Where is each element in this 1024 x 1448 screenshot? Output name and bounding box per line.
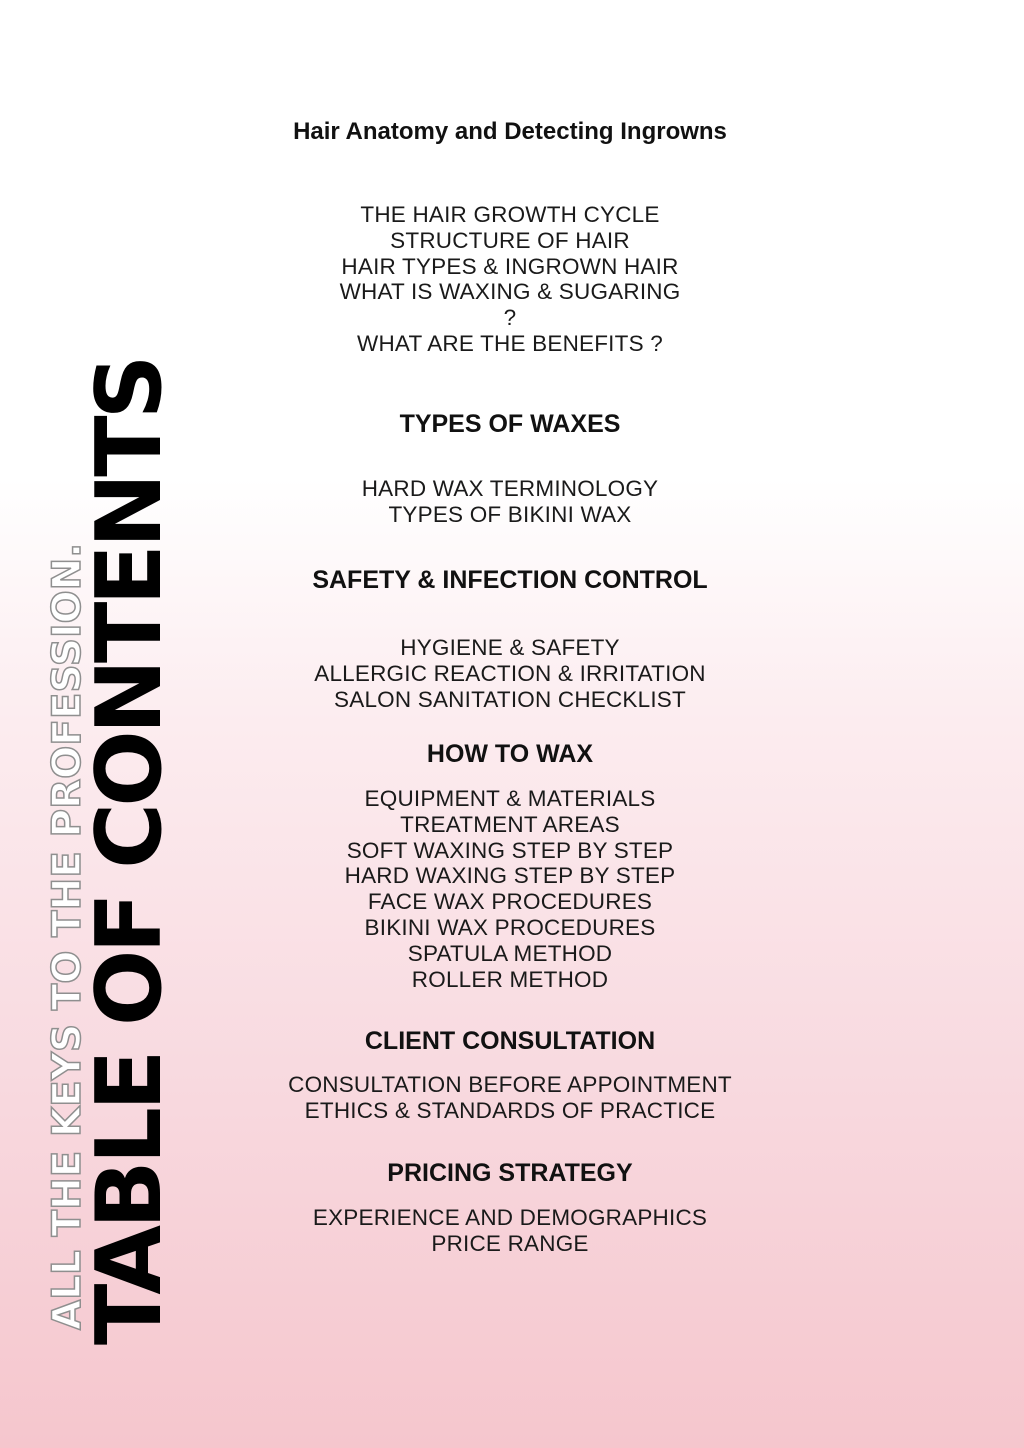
list-item: SALON SANITATION CHECKLIST [334,686,686,712]
list-item: ROLLER METHOD [411,966,609,992]
list-item: BIKINI WAX PROCEDURES [364,914,656,940]
list-item: PRICE RANGE [431,1230,589,1256]
section-heading-how-to-wax: HOW TO WAX [426,740,594,768]
section-heading-types-of-waxes: TYPES OF WAXES [399,410,621,438]
list-item: SPATULA METHOD [407,940,613,966]
list-item: FACE WAX PROCEDURES [367,889,653,915]
page-subtitle: ALL THE KEYS TO THE PROFESSION. [45,542,90,1330]
table-of-contents [240,0,780,1448]
page-title: TABLE OF CONTENTS [77,358,182,1345]
list-item: HARD WAXING STEP BY STEP [344,863,676,889]
list-item: HYGIENE & SAFETY [400,635,620,660]
section-heading-hair-anatomy: Hair Anatomy and Detecting Ingrowns [293,118,727,145]
list-item: ETHICS & STANDARDS OF PRACTICE [304,1097,716,1123]
vertical-title-block [0,0,190,1448]
section-items-safety [240,635,780,712]
list-item: EXPERIENCE AND DEMOGRAPHICS [312,1205,708,1230]
section-items-client-consultation [240,1072,780,1124]
list-item: EQUIPMENT & MATERIALS [364,786,656,811]
list-item: TREATMENT AREAS [400,811,620,837]
list-item: WHAT ARE THE BENEFITS ? [357,330,663,356]
section-items-how-to-wax [240,786,780,992]
list-item: CONSULTATION BEFORE APPOINTMENT [288,1072,732,1097]
section-items-types-of-waxes [240,476,780,528]
section-heading-client-consultation: CLIENT CONSULTATION [364,1027,656,1055]
section-heading-pricing-strategy: PRICING STRATEGY [387,1159,633,1187]
list-item: TYPES OF BIKINI WAX [388,501,632,527]
list-item: STRUCTURE OF HAIR [390,227,630,253]
section-items-pricing-strategy [240,1205,780,1257]
list-item: HAIR TYPES & INGROWN HAIR [341,253,679,279]
section-items-hair-anatomy [240,202,780,357]
section-heading-safety: SAFETY & INFECTION CONTROL [312,566,708,594]
list-item: ALLERGIC REACTION & IRRITATION [314,660,706,686]
list-item: SOFT WAXING STEP BY STEP [346,837,674,863]
list-item: HARD WAX TERMINOLOGY [361,476,659,501]
list-item: THE HAIR GROWTH CYCLE [360,202,660,227]
list-item: WHAT IS WAXING & SUGARING [339,279,681,305]
list-item: ? [503,305,517,331]
